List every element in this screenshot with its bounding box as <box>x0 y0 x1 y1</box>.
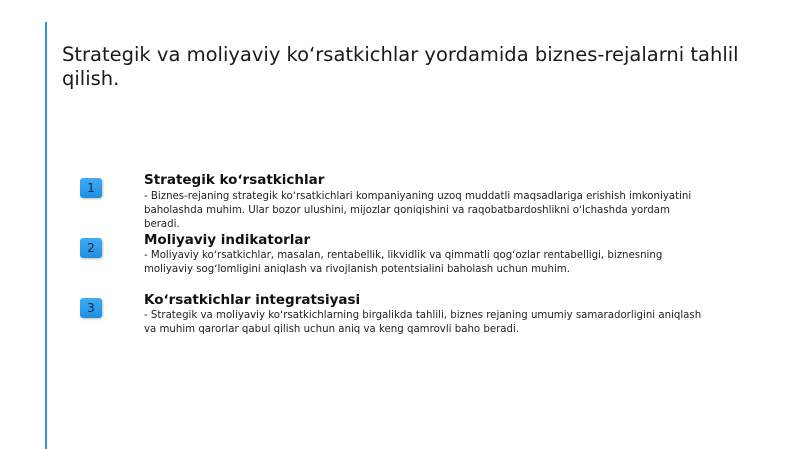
item-number-badge: 3 <box>80 298 102 318</box>
item-description: - Moliyaviy koʻrsatkichlar, masalan, rentabellik, likvidlik va qimmatli qogʻozlar rentabelligi, biznesning moliyaviy sogʻlomligini aniqlash va rivojlanish potentsialini baholash uchun muhim. <box>144 250 663 275</box>
item-heading: Moliyaviy indikatorlar <box>144 232 311 248</box>
accent-line <box>45 22 47 449</box>
item-number-badge: 1 <box>80 178 102 198</box>
slide-title: Strategik va moliyaviy koʻrsatkichlar yordamida biznes-rejalarni tahlil qilish. <box>62 43 739 90</box>
item-number-badge: 2 <box>80 238 102 258</box>
item-heading: Koʻrsatkichlar integratsiyasi <box>144 292 361 308</box>
item-description: - Biznes-rejaning strategik koʻrsatkichlari kompaniyaning uzoq muddatli maqsadlariga erishish imkoniyatini baholashda muhim. Ular bozor ulushini, mijozlar qoniqishini va raqobatbardoshlikni oʻlchashda yordam beradi. <box>144 191 692 230</box>
item-description: - Strategik va moliyaviy koʻrsatkichlarning birgalikda tahlili, biznes rejaning umumiy samaradorligini aniqlash va muhim qarorlar qabul qilish uchun aniq va keng qamrovli baho beradi. <box>144 310 702 335</box>
item-heading: Strategik koʻrsatkichlar <box>144 172 325 188</box>
